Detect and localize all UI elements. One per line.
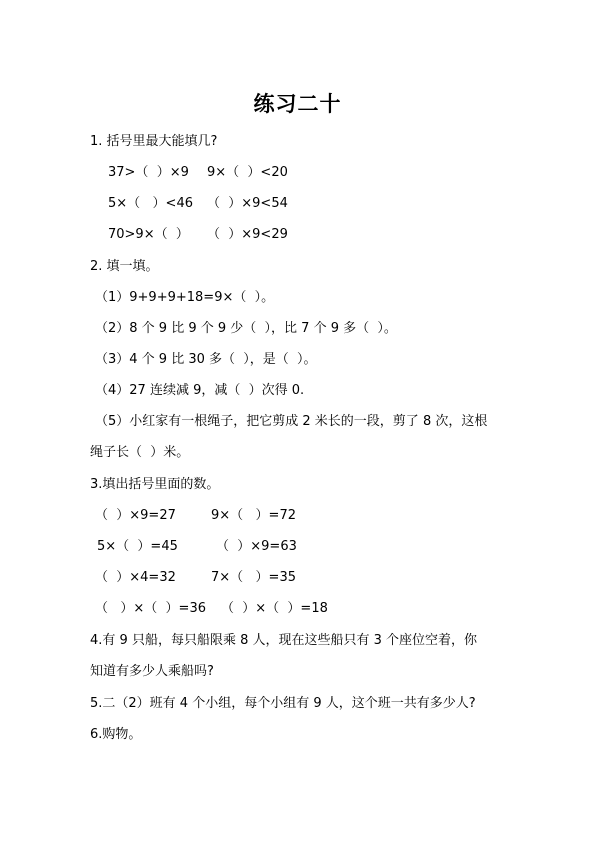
q1-row1-b: 9×（ ）<20: [207, 165, 288, 180]
q3-row1-b: 9×（ ）=72: [211, 508, 296, 523]
q5-line: 5.二（2）班有 4 个小组，每个小组有 9 人，这个班一共有多少人?: [90, 696, 476, 711]
q2-item-3: （3）4 个 9 比 30 多（ ），是（ ）。: [95, 352, 317, 367]
q3-row2-a: 5×（ ）=45: [97, 539, 178, 554]
q3-row4-a: （ ）×（ ）=36: [95, 601, 206, 616]
q2-item-5-continued: 绳子长（ ）米。: [90, 445, 190, 460]
q2-item-2: （2）8 个 9 比 9 个 9 少（ ），比 7 个 9 多（ ）。: [95, 321, 397, 336]
q1-row3-b: （ ）×9<29: [207, 227, 288, 242]
q4-line-2: 知道有多少人乘船吗?: [90, 664, 214, 679]
q3-heading: 3.填出括号里面的数。: [90, 477, 220, 492]
q3-row3-a: （ ）×4=32: [95, 570, 176, 585]
q2-item-5: （5）小红家有一根绳子，把它剪成 2 米长的一段，剪了 8 次，这根: [95, 414, 488, 429]
q3-row1-a: （ ）×9=27: [95, 508, 176, 523]
q3-row3-b: 7×（ ）=35: [211, 570, 296, 585]
q2-heading: 2. 填一填。: [90, 259, 159, 274]
page-title: 练习二十: [253, 92, 342, 116]
q4-line-1: 4.有 9 只船，每只船限乘 8 人，现在这些船只有 3 个座位空着，你: [90, 633, 478, 648]
q3-row2-b: （ ）×9=63: [216, 539, 297, 554]
q1-row2-b: （ ）×9<54: [207, 196, 288, 211]
q6-line: 6.购物。: [90, 727, 142, 742]
q1-row2-a: 5×（ ）<46: [108, 196, 193, 211]
q3-row4-b: （ ）×（ ）=18: [221, 601, 328, 616]
q1-row3-a: 70>9×（ ）: [108, 227, 189, 242]
q1-row1-a: 37>（ ）×9: [108, 165, 189, 180]
q1-heading: 1. 括号里最大能填几?: [90, 134, 218, 149]
q2-item-4: （4）27 连续减 9，减（ ）次得 0.: [95, 383, 305, 398]
q2-item-1: （1）9+9+9+18=9×（ ）。: [95, 290, 275, 305]
